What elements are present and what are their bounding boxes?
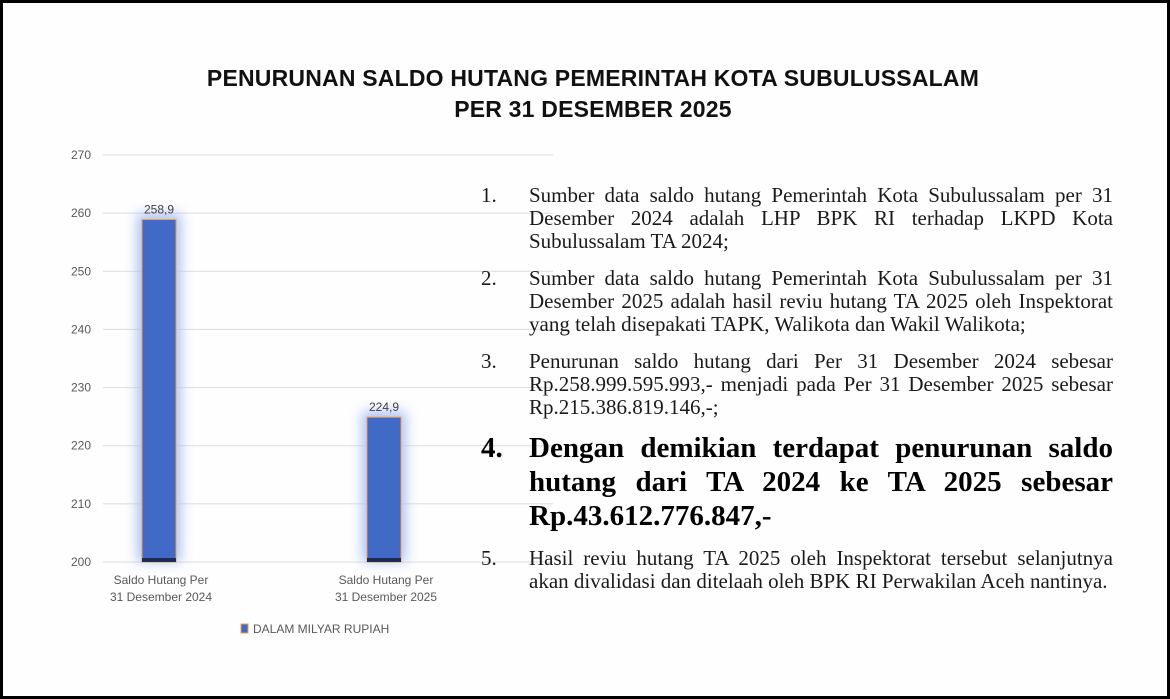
note-item-1 — [481, 184, 1113, 253]
note-text: Sumber data saldo hutang Pemerintah Kota Subulussalam per 31 Desember 2024 adalah LHP BPK RI terhadap LKPD Kota Subulussalam TA 2024; — [529, 183, 1113, 253]
bar-chart — [3, 3, 563, 696]
note-number: 5. — [481, 546, 497, 570]
note-number: 4. — [481, 432, 503, 464]
data-label: 258,9 — [143, 202, 175, 217]
note-number: 3. — [481, 349, 497, 373]
note-text: Penurunan saldo hutang dari Per 31 Desember 2024 sebesar Rp.258.999.595.993,- menjadi pada Per 31 Desember 2025 sebesar Rp.215.386.819.146,-; — [529, 349, 1113, 419]
y-tick-label: 260 — [70, 206, 91, 221]
title-line-2: PER 31 DESEMBER 2025 — [454, 96, 732, 122]
legend-label: DALAM MILYAR RUPIAH — [253, 622, 390, 636]
y-tick-label: 200 — [70, 555, 91, 569]
y-tick-label: 220 — [70, 438, 91, 453]
notes-list — [481, 184, 1113, 607]
x-tick-label: 31 Desember 2025 — [334, 590, 438, 604]
note-number: 1. — [481, 183, 497, 207]
x-tick-label: Saldo Hutang Per — [338, 573, 434, 587]
note-item-4-highlight — [481, 431, 1113, 533]
x-tick-label: 31 Desember 2024 — [109, 590, 213, 604]
y-tick-label: 240 — [70, 322, 91, 337]
note-item-2 — [481, 267, 1113, 336]
y-tick-label: 250 — [70, 264, 91, 279]
note-number: 2. — [481, 266, 497, 290]
y-tick-label: 210 — [70, 496, 91, 511]
data-label: 224,9 — [368, 400, 400, 415]
note-text: Dengan demikian terdapat penurunan saldo hutang dari TA 2024 ke TA 2025 sebesar Rp.43.612.776.847,- — [529, 432, 1113, 532]
title-line-1: PENURUNAN SALDO HUTANG PEMERINTAH KOTA SUBULUSSALAM — [206, 65, 980, 91]
bar — [142, 220, 176, 562]
note-item-5 — [481, 547, 1113, 593]
bar — [367, 417, 401, 562]
x-tick-label: Saldo Hutang Per — [113, 573, 209, 587]
y-tick-label: 230 — [70, 380, 91, 395]
slide — [3, 3, 1167, 696]
y-tick-label: 270 — [70, 148, 91, 162]
bar-base — [367, 558, 401, 562]
legend-swatch — [241, 624, 248, 633]
note-text: Sumber data saldo hutang Pemerintah Kota Subulussalam per 31 Desember 2025 adalah hasil reviu hutang TA 2025 oleh Inspektorat yang telah disepakati TAPK, Walikota dan Wakil Walikota; — [529, 266, 1113, 336]
note-item-3 — [481, 350, 1113, 419]
bar-base — [142, 558, 176, 562]
note-text: Hasil reviu hutang TA 2025 oleh Inspektorat tersebut selanjutnya akan divalidasi dan ditelaah oleh BPK RI Perwakilan Aceh nantinya. — [529, 546, 1113, 593]
